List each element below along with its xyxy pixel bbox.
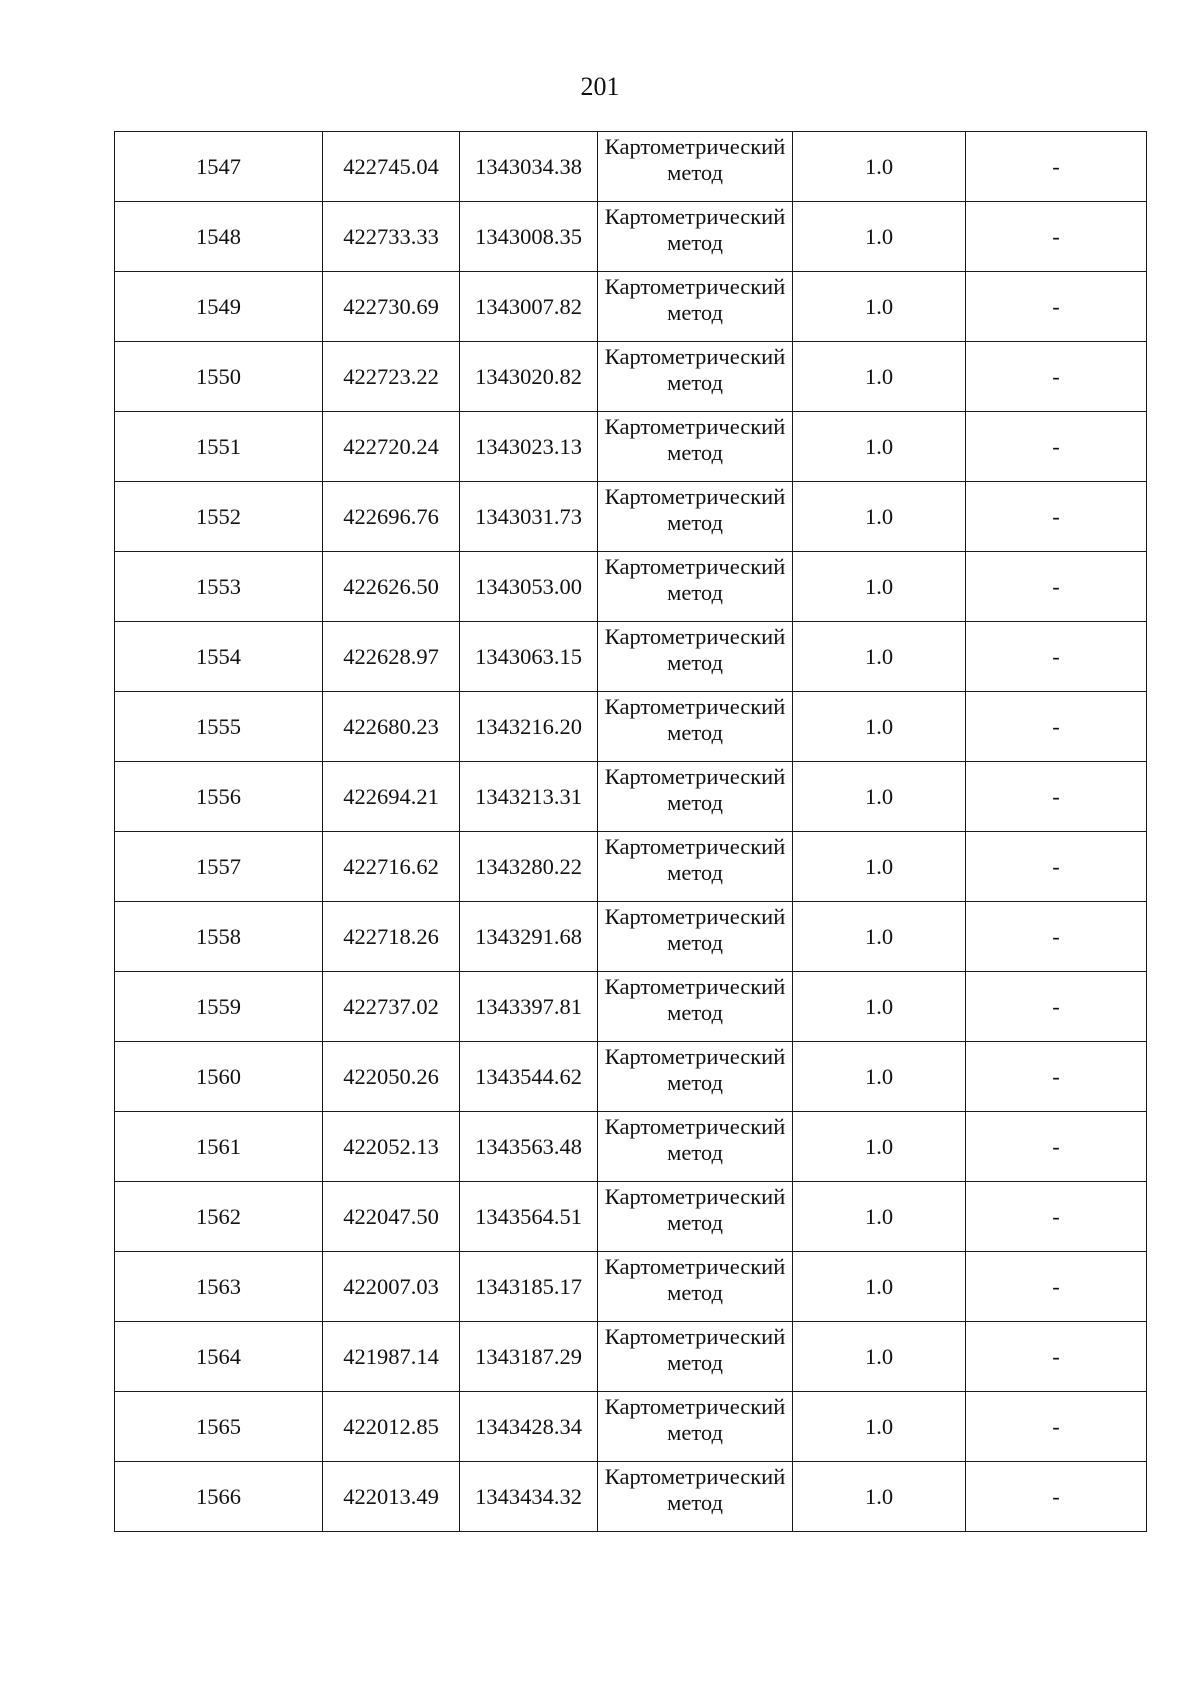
table-row xyxy=(115,832,1147,902)
method-label-line1: Картометрический xyxy=(604,134,786,159)
table-row xyxy=(115,1182,1147,1252)
method-label-line1: Картометрический xyxy=(604,834,786,859)
accuracy-cell: 1.0 xyxy=(793,972,966,1042)
table-row xyxy=(115,412,1147,482)
point-number-cell: 1557 xyxy=(115,832,323,902)
accuracy-cell: 1.0 xyxy=(793,622,966,692)
description-cell: - xyxy=(966,1112,1147,1182)
description-cell: - xyxy=(966,412,1147,482)
y-coordinate-cell: 1343034.38 xyxy=(460,132,598,202)
accuracy-cell: 1.0 xyxy=(793,1392,966,1462)
x-coordinate-cell: 422716.62 xyxy=(323,832,460,902)
method-label-line1: Картометрический xyxy=(604,1184,786,1209)
accuracy-cell: 1.0 xyxy=(793,132,966,202)
method-label-line1: Картометрический xyxy=(604,624,786,649)
x-coordinate-cell: 422720.24 xyxy=(323,412,460,482)
method-cell xyxy=(598,272,793,342)
description-cell: - xyxy=(966,832,1147,902)
description-cell: - xyxy=(966,202,1147,272)
table-row xyxy=(115,1042,1147,1112)
method-label-line1: Картометрический xyxy=(604,904,786,929)
method-label-line1: Картометрический xyxy=(604,1044,786,1069)
method-cell xyxy=(598,412,793,482)
method-cell xyxy=(598,1042,793,1112)
method-label-line2: метод xyxy=(667,160,723,185)
y-coordinate-cell: 1343185.17 xyxy=(460,1252,598,1322)
method-cell xyxy=(598,552,793,622)
method-label-line2: метод xyxy=(667,930,723,955)
x-coordinate-cell: 422745.04 xyxy=(323,132,460,202)
description-cell: - xyxy=(966,1322,1147,1392)
x-coordinate-cell: 422007.03 xyxy=(323,1252,460,1322)
description-cell: - xyxy=(966,552,1147,622)
table-row xyxy=(115,272,1147,342)
method-cell xyxy=(598,1112,793,1182)
description-cell: - xyxy=(966,902,1147,972)
x-coordinate-cell: 422723.22 xyxy=(323,342,460,412)
method-cell xyxy=(598,832,793,902)
y-coordinate-cell: 1343564.51 xyxy=(460,1182,598,1252)
y-coordinate-cell: 1343397.81 xyxy=(460,972,598,1042)
description-cell: - xyxy=(966,1252,1147,1322)
point-number-cell: 1551 xyxy=(115,412,323,482)
table-row xyxy=(115,1392,1147,1462)
table-row xyxy=(115,1112,1147,1182)
method-cell xyxy=(598,972,793,1042)
description-cell: - xyxy=(966,972,1147,1042)
x-coordinate-cell: 422718.26 xyxy=(323,902,460,972)
x-coordinate-cell: 422052.13 xyxy=(323,1112,460,1182)
accuracy-cell: 1.0 xyxy=(793,202,966,272)
y-coordinate-cell: 1343291.68 xyxy=(460,902,598,972)
method-label-line2: метод xyxy=(667,720,723,745)
method-label-line1: Картометрический xyxy=(604,1254,786,1279)
point-number-cell: 1549 xyxy=(115,272,323,342)
method-label-line1: Картометрический xyxy=(604,1324,786,1349)
point-number-cell: 1548 xyxy=(115,202,323,272)
accuracy-cell: 1.0 xyxy=(793,1112,966,1182)
point-number-cell: 1550 xyxy=(115,342,323,412)
description-cell: - xyxy=(966,482,1147,552)
method-cell xyxy=(598,1392,793,1462)
point-number-cell: 1556 xyxy=(115,762,323,832)
method-cell xyxy=(598,762,793,832)
method-cell xyxy=(598,1182,793,1252)
method-label-line1: Картометрический xyxy=(604,764,786,789)
method-label-line1: Картометрический xyxy=(604,414,786,439)
method-label-line1: Картометрический xyxy=(604,484,786,509)
method-label-line2: метод xyxy=(667,370,723,395)
description-cell: - xyxy=(966,1042,1147,1112)
method-label-line1: Картометрический xyxy=(604,1114,786,1139)
y-coordinate-cell: 1343007.82 xyxy=(460,272,598,342)
y-coordinate-cell: 1343544.62 xyxy=(460,1042,598,1112)
table-row xyxy=(115,482,1147,552)
coordinates-table xyxy=(114,131,1147,1532)
method-label-line2: метод xyxy=(667,860,723,885)
method-label-line2: метод xyxy=(667,1420,723,1445)
point-number-cell: 1566 xyxy=(115,1462,323,1532)
accuracy-cell: 1.0 xyxy=(793,1322,966,1392)
y-coordinate-cell: 1343053.00 xyxy=(460,552,598,622)
point-number-cell: 1547 xyxy=(115,132,323,202)
method-label-line2: метод xyxy=(667,1490,723,1515)
table-row xyxy=(115,762,1147,832)
point-number-cell: 1554 xyxy=(115,622,323,692)
description-cell: - xyxy=(966,1392,1147,1462)
y-coordinate-cell: 1343434.32 xyxy=(460,1462,598,1532)
description-cell: - xyxy=(966,762,1147,832)
table-row xyxy=(115,902,1147,972)
y-coordinate-cell: 1343213.31 xyxy=(460,762,598,832)
description-cell: - xyxy=(966,1182,1147,1252)
x-coordinate-cell: 422050.26 xyxy=(323,1042,460,1112)
method-label-line2: метод xyxy=(667,580,723,605)
accuracy-cell: 1.0 xyxy=(793,272,966,342)
accuracy-cell: 1.0 xyxy=(793,412,966,482)
method-label-line1: Картометрический xyxy=(604,694,786,719)
point-number-cell: 1565 xyxy=(115,1392,323,1462)
table-row xyxy=(115,622,1147,692)
method-cell xyxy=(598,202,793,272)
x-coordinate-cell: 422737.02 xyxy=(323,972,460,1042)
table-row xyxy=(115,132,1147,202)
x-coordinate-cell: 422680.23 xyxy=(323,692,460,762)
method-label-line2: метод xyxy=(667,230,723,255)
y-coordinate-cell: 1343216.20 xyxy=(460,692,598,762)
x-coordinate-cell: 422694.21 xyxy=(323,762,460,832)
table-row xyxy=(115,552,1147,622)
x-coordinate-cell: 422047.50 xyxy=(323,1182,460,1252)
x-coordinate-cell: 422733.33 xyxy=(323,202,460,272)
point-number-cell: 1555 xyxy=(115,692,323,762)
table-row xyxy=(115,1322,1147,1392)
method-label-line1: Картометрический xyxy=(604,554,786,579)
description-cell: - xyxy=(966,692,1147,762)
method-label-line2: метод xyxy=(667,1070,723,1095)
method-label-line2: метод xyxy=(667,300,723,325)
table-body xyxy=(115,132,1147,1532)
accuracy-cell: 1.0 xyxy=(793,552,966,622)
method-cell xyxy=(598,342,793,412)
accuracy-cell: 1.0 xyxy=(793,692,966,762)
method-cell xyxy=(598,1322,793,1392)
point-number-cell: 1558 xyxy=(115,902,323,972)
method-cell xyxy=(598,902,793,972)
table-row xyxy=(115,342,1147,412)
method-label-line2: метод xyxy=(667,1000,723,1025)
method-label-line1: Картометрический xyxy=(604,344,786,369)
description-cell: - xyxy=(966,1462,1147,1532)
y-coordinate-cell: 1343563.48 xyxy=(460,1112,598,1182)
method-cell xyxy=(598,1462,793,1532)
method-cell xyxy=(598,132,793,202)
x-coordinate-cell: 422730.69 xyxy=(323,272,460,342)
accuracy-cell: 1.0 xyxy=(793,1252,966,1322)
y-coordinate-cell: 1343031.73 xyxy=(460,482,598,552)
x-coordinate-cell: 421987.14 xyxy=(323,1322,460,1392)
y-coordinate-cell: 1343023.13 xyxy=(460,412,598,482)
description-cell: - xyxy=(966,272,1147,342)
method-label-line1: Картометрический xyxy=(604,204,786,229)
accuracy-cell: 1.0 xyxy=(793,902,966,972)
page-number: 201 xyxy=(580,72,620,101)
method-label-line2: метод xyxy=(667,650,723,675)
point-number-cell: 1562 xyxy=(115,1182,323,1252)
table-row xyxy=(115,1462,1147,1532)
y-coordinate-cell: 1343008.35 xyxy=(460,202,598,272)
point-number-cell: 1564 xyxy=(115,1322,323,1392)
point-number-cell: 1559 xyxy=(115,972,323,1042)
accuracy-cell: 1.0 xyxy=(793,832,966,902)
point-number-cell: 1552 xyxy=(115,482,323,552)
method-label-line1: Картометрический xyxy=(604,1394,786,1419)
point-number-cell: 1563 xyxy=(115,1252,323,1322)
accuracy-cell: 1.0 xyxy=(793,1042,966,1112)
accuracy-cell: 1.0 xyxy=(793,1182,966,1252)
y-coordinate-cell: 1343280.22 xyxy=(460,832,598,902)
method-label-line1: Картометрический xyxy=(604,274,786,299)
description-cell: - xyxy=(966,342,1147,412)
accuracy-cell: 1.0 xyxy=(793,1462,966,1532)
point-number-cell: 1553 xyxy=(115,552,323,622)
method-label-line2: метод xyxy=(667,1140,723,1165)
table-row xyxy=(115,692,1147,762)
method-cell xyxy=(598,622,793,692)
method-label-line2: метод xyxy=(667,1350,723,1375)
y-coordinate-cell: 1343063.15 xyxy=(460,622,598,692)
x-coordinate-cell: 422012.85 xyxy=(323,1392,460,1462)
point-number-cell: 1561 xyxy=(115,1112,323,1182)
method-label-line2: метод xyxy=(667,790,723,815)
accuracy-cell: 1.0 xyxy=(793,482,966,552)
method-label-line1: Картометрический xyxy=(604,1464,786,1489)
point-number-cell: 1560 xyxy=(115,1042,323,1112)
method-label-line2: метод xyxy=(667,1280,723,1305)
method-cell xyxy=(598,482,793,552)
x-coordinate-cell: 422013.49 xyxy=(323,1462,460,1532)
method-cell xyxy=(598,1252,793,1322)
method-label-line2: метод xyxy=(667,510,723,535)
y-coordinate-cell: 1343428.34 xyxy=(460,1392,598,1462)
y-coordinate-cell: 1343187.29 xyxy=(460,1322,598,1392)
table-row xyxy=(115,202,1147,272)
description-cell: - xyxy=(966,132,1147,202)
accuracy-cell: 1.0 xyxy=(793,342,966,412)
y-coordinate-cell: 1343020.82 xyxy=(460,342,598,412)
method-label-line1: Картометрический xyxy=(604,974,786,999)
accuracy-cell: 1.0 xyxy=(793,762,966,832)
x-coordinate-cell: 422696.76 xyxy=(323,482,460,552)
table-row xyxy=(115,972,1147,1042)
table-row xyxy=(115,1252,1147,1322)
x-coordinate-cell: 422626.50 xyxy=(323,552,460,622)
method-label-line2: метод xyxy=(667,440,723,465)
method-cell xyxy=(598,692,793,762)
method-label-line2: метод xyxy=(667,1210,723,1235)
x-coordinate-cell: 422628.97 xyxy=(323,622,460,692)
description-cell: - xyxy=(966,622,1147,692)
